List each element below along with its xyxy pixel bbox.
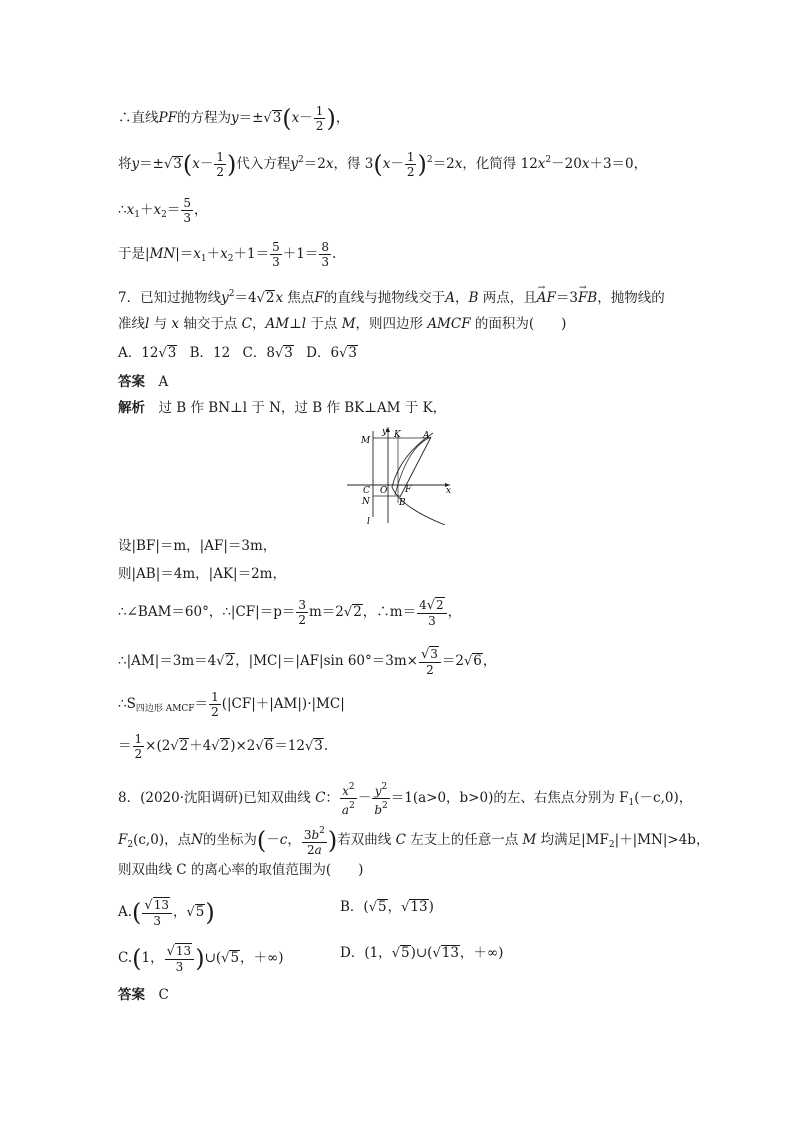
option-8d[interactable]: D．(1，√5)∪(√13，＋∞)	[340, 945, 504, 961]
solution-line-substitute: 将y＝±√3(x－ $\frac{1}{2}$ )代入方程$y^2=2x$，得 3(x－ $\frac{1}{2}$ )$^2$＝2x，化简得 $12x^2-20x+3=0$，	[118, 150, 648, 179]
solution-7-step2: 则|AB|＝4m，|AK|＝2m，	[118, 566, 286, 582]
option-8a[interactable]: A.( $\frac{√13}{3}$ ，√5)	[118, 898, 215, 928]
answer-7: 答案 A	[118, 374, 169, 390]
solution-7-step6: ＝ $\frac{1}{2}$ ×(2√2＋4√2)×2√6＝12√3.	[118, 732, 329, 761]
analysis-7: 解析 过 B 作 BN⊥l 于 N，过 B 作 BK⊥AM 于 K，	[118, 400, 447, 416]
svg-text:C: C	[363, 486, 370, 496]
option-8c[interactable]: C.(1， $\frac{√13}{3}$ )∪(√5，＋∞)	[118, 944, 284, 974]
svg-text:B: B	[399, 498, 406, 508]
question-7-options	[118, 343, 358, 364]
solution-line-mn: 于是$|MN|=x_1+x_2+1=$ $\frac{5}{3}$ ＋1＝ $\frac{8}{3}$ .	[118, 240, 337, 269]
solution-7-step5: $\therefore S_{四边形 AMCF}=$ $\frac{1}{2}$ (|CF|＋|AM|)·|MC|	[118, 690, 345, 719]
question-8-stem-line2: $F_2(c,0)$，点N的坐标为(－c， $\frac{3b^2}{2a}$ )若双曲线 C 左支上的任意一点 M 均满足$|MF_2|+|MN|>4b$，	[118, 826, 710, 857]
question-7-stem: 7．已知过抛物线$y^2=4√2x$ 焦点F的直线与抛物线交于A，B 两点，且→ AF＝3→ FB，抛物线的	[118, 284, 665, 309]
question-8-stem-line3: 则双曲线 C 的离心率的取值范围为( )	[118, 862, 364, 878]
svg-text:A: A	[423, 431, 430, 441]
svg-text:F: F	[405, 485, 412, 495]
option-7a[interactable]: A．12√3	[118, 345, 177, 361]
solution-line-sum: $\therefore x_1+x_2=$ $\frac{5}{3}$ ，	[118, 196, 208, 225]
svg-text:x: x	[446, 486, 452, 496]
svg-text:K: K	[394, 430, 401, 440]
option-8b[interactable]: B．(√5，√13)	[340, 899, 434, 915]
parabola-figure	[345, 425, 455, 525]
svg-text:M: M	[361, 436, 371, 446]
svg-text:l: l	[367, 517, 370, 525]
solution-line-pf-equation: ∴直线PF的方程为y＝±√3(x－ $\frac{1}{2}$ )，	[118, 104, 350, 133]
option-7b[interactable]: B．12	[189, 345, 231, 361]
solution-7-step3: ∴∠BAM＝60°，∴|CF|＝p＝ $\frac{3}{2}$ m＝2√2，∴m＝ $\frac{4√2}{3}$ ，	[118, 598, 462, 628]
question-7-stem-line2: 准线l 与 x 轴交于点 C，AM⊥l 于点 M，则四边形 AMCF 的面积为( )	[118, 316, 567, 332]
answer-8: 答案 C	[118, 987, 169, 1003]
question-8-stem: 8．(2020·沈阳调研)已知双曲线 C： $\frac{x^2}{a^2}$ － $\frac{y^2}{b^2}$ ＝1(a>0，b>0)的左、右焦点分别为 $F_1(-c,0)$，	[118, 782, 693, 817]
svg-text:y: y	[382, 427, 388, 437]
svg-text:N: N	[362, 497, 370, 507]
solution-7-step4: ∴|AM|＝3m＝4√2，|MC|＝|AF|sin 60°＝3m× $\frac{√3}{2}$ ＝2√6，	[118, 647, 497, 677]
option-7c[interactable]: C．8√3	[242, 345, 293, 361]
svg-text:O: O	[380, 486, 388, 496]
option-7d[interactable]: D．6√3	[306, 345, 357, 361]
solution-7-step1: 设|BF|＝m，|AF|＝3m，	[118, 538, 277, 554]
